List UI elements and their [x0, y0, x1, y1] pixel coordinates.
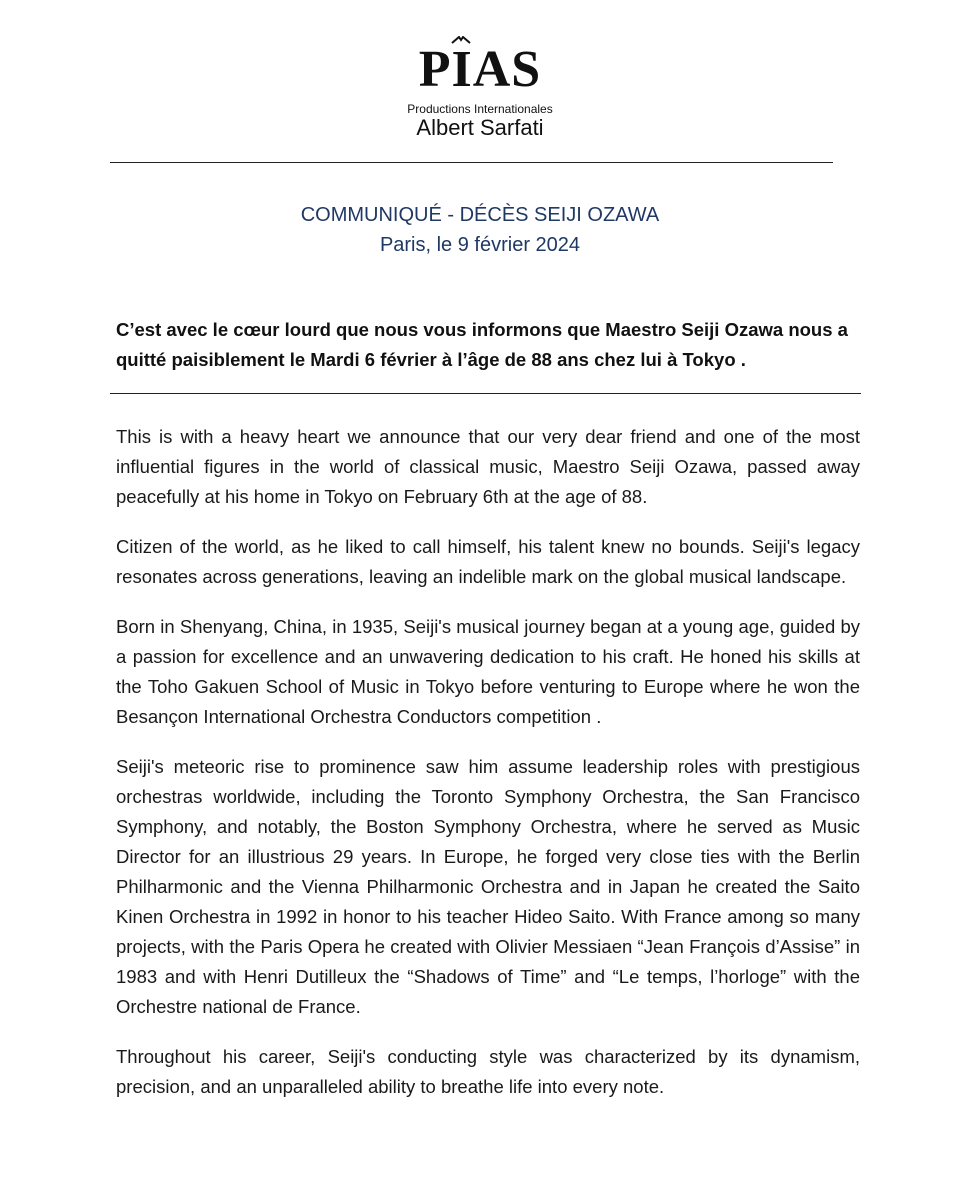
french-announcement: C’est avec le cœur lourd que nous vous informons que Maestro Seiji Ozawa nous a quitté paisiblement le Mardi 6 février à l’âge de 88 ans chez lui à Tokyo . — [116, 319, 848, 370]
communique-title: COMMUNIQUÉ - DÉCÈS SEIJI OZAWA — [300, 204, 660, 226]
logo-accent-icon — [451, 36, 471, 44]
communique-header — [0, 200, 960, 260]
pias-logo — [0, 41, 960, 140]
logo-name: Albert Sarfati — [416, 115, 544, 140]
body-paragraph: Born in Shenyang, China, in 1935, Seiji's musical journey began at a young age, guided by a passion for excellence and an unwavering dedication to his craft. He honed his skills at the Toho Gakuen School of Music in Tokyo before venturing to Europe where he won the Besançon International Orchestra Conductors competition . — [116, 616, 860, 727]
body-paragraph: Citizen of the world, as he liked to call himself, his talent knew no bounds. Seiji's legacy resonates across generations, leaving an indelible mark on the global musical landscape. — [116, 536, 860, 587]
communique-date: Paris, le 9 février 2024 — [379, 234, 581, 256]
english-body — [116, 422, 860, 1122]
body-paragraph: This is with a heavy heart we announce that our very dear friend and one of the most influential figures in the world of classical music, Maestro Seiji Ozawa, passed away peacefully at his home in Tokyo on February 6th at the age of 88. — [116, 426, 860, 507]
top-divider — [110, 162, 833, 163]
body-paragraph: Seiji's meteoric rise to prominence saw him assume leadership roles with prestigious orchestras worldwide, including the Toronto Symphony Orchestra, the San Francisco Symphony, and notably, the Boston Symphony Orchestra, where he served as Music Director for an illustrious 29 years. In Europe, he forged very close ties with the Berlin Philharmonic and the Vienna Philharmonic Orchestra and in Japan he created the Saito Kinen Orchestra in 1992 in honor to his teacher Hideo Saito. With France among so many projects, with the Paris Opera he created with Olivier Messiaen “Jean François d’Assise” in 1983 and with Henri Dutilleux the “Shadows of Time” and “Le temps, l’horloge” with the Orchestre national de France. — [116, 756, 860, 1017]
logo-mark — [418, 41, 542, 98]
logo-subtitle: Productions Internationales — [407, 102, 553, 116]
middle-divider — [110, 393, 861, 394]
logo-mark-text: PIAS — [418, 41, 542, 98]
body-paragraph: Throughout his career, Seiji's conducting style was characterized by its dynamism, precision, and an unparalleled ability to breathe life into every note. — [116, 1046, 860, 1097]
